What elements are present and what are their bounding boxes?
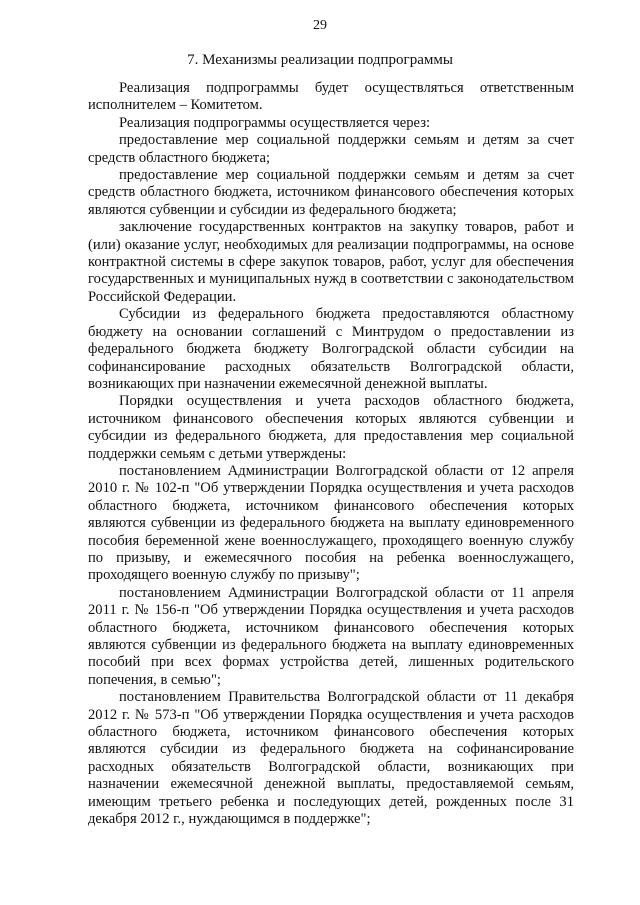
- paragraph: постановлением Администрации Волгоградской области от 11 апреля 2011 г. № 156-п "Об утверждении Порядка осуществления и учета расходов областного бюджета, источником финансового обеспечения которых являются субвенции из федерального бюджета на выплату единовременных пособий при всех формах устройства детей, лишенных родительского попечения, в семью";: [88, 584, 574, 688]
- page-number: 29: [313, 18, 327, 33]
- paragraph: постановлением Администрации Волгоградской области от 12 апреля 2010 г. № 102-п "Об утверждении Порядка осуществления и учета расходов областного бюджета, источником финансового обеспечения которых являются субвенции из федерального бюджета на выплату единовременного пособия беременной жене военнослужащего, проходящего военную службу по призыву, и ежемесячного пособия на ребенка военнослужащего, проходящего военную службу по призыву";: [88, 462, 574, 584]
- section-heading: 7. Механизмы реализации подпрограммы: [187, 52, 453, 68]
- paragraph: заключение государственных контрактов на закупку товаров, работ и (или) оказание услуг, необходимых для реализации подпрограммы, на основе контрактной системы в сфере закупок товаров, работ, услуг для обеспечения государственных и муниципальных нужд в соответствии с законодательством Российской Федерации.: [88, 219, 574, 305]
- paragraph: Порядки осуществления и учета расходов областного бюджета, источником финансового обеспечения которых являются субвенции и субсидии из федерального бюджета, для предоставления мер социальной поддержки семьям с детьми утверждены:: [88, 393, 574, 462]
- document-body: [88, 80, 574, 828]
- paragraph: Реализация подпрограммы будет осуществляться ответственным исполнителем – Комитетом.: [88, 80, 574, 114]
- paragraph: предоставление мер социальной поддержки семьям и детям за счет средств областного бюджета, источником финансового обеспечения которых являются субвенции и субсидии из федерального бюджета;: [88, 167, 574, 218]
- paragraph: Субсидии из федерального бюджета предоставляются областному бюджету на основании соглашений с Минтрудом о предоставлении из федерального бюджета бюджету Волгоградской области субсидии на софинансирование расходных обязательств Волгоградской области, возникающих при назначении ежемесячной денежной выплаты.: [88, 306, 574, 392]
- paragraph: Реализация подпрограммы осуществляется через:: [119, 114, 431, 131]
- paragraph: постановлением Правительства Волгоградской области от 11 декабря 2012 г. № 573-п "Об утверждении Порядка осуществления и учета расходов областного бюджета, источником финансового обеспечения которых являются субсидии из федерального бюджета на софинансирование расходных обязательств Волгоградской области, возникающих при назначении ежемесячной денежной выплаты, предоставляемой семьям, имеющим третьего ребенка и последующих детей, рожденных после 31 декабря 2012 г., нуждающимся в поддержке";: [88, 689, 574, 828]
- paragraph: предоставление мер социальной поддержки семьям и детям за счет средств областного бюджета;: [88, 132, 574, 166]
